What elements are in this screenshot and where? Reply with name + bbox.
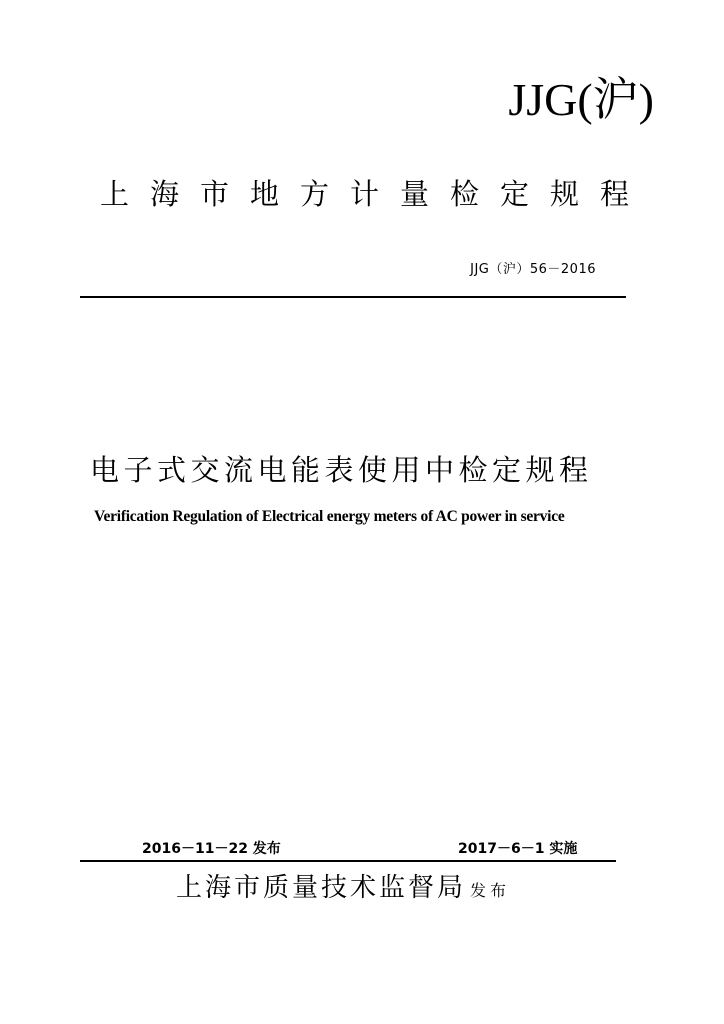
- issuer-name: 上海市质量技术监督局: [176, 873, 467, 903]
- regulation-category: 上海市地方计量检定规程: [100, 177, 651, 211]
- effective-date: 2017－6－1 实施: [458, 841, 578, 857]
- document-title-english: Verification Regulation of Electrical energy meters of AC power in service: [94, 508, 565, 525]
- bottom-divider: [80, 860, 616, 862]
- issue-date: 2016－11－22 发布: [142, 841, 281, 857]
- document-number: JJG（沪）56－2016: [470, 262, 596, 277]
- issuing-authority: [176, 868, 510, 911]
- document-title-chinese: 电子式交流电能表使用中检定规程: [90, 453, 593, 487]
- issuer-suffix: 发布: [470, 881, 511, 900]
- top-divider: [80, 296, 626, 298]
- series-code: JJG(沪): [508, 74, 654, 125]
